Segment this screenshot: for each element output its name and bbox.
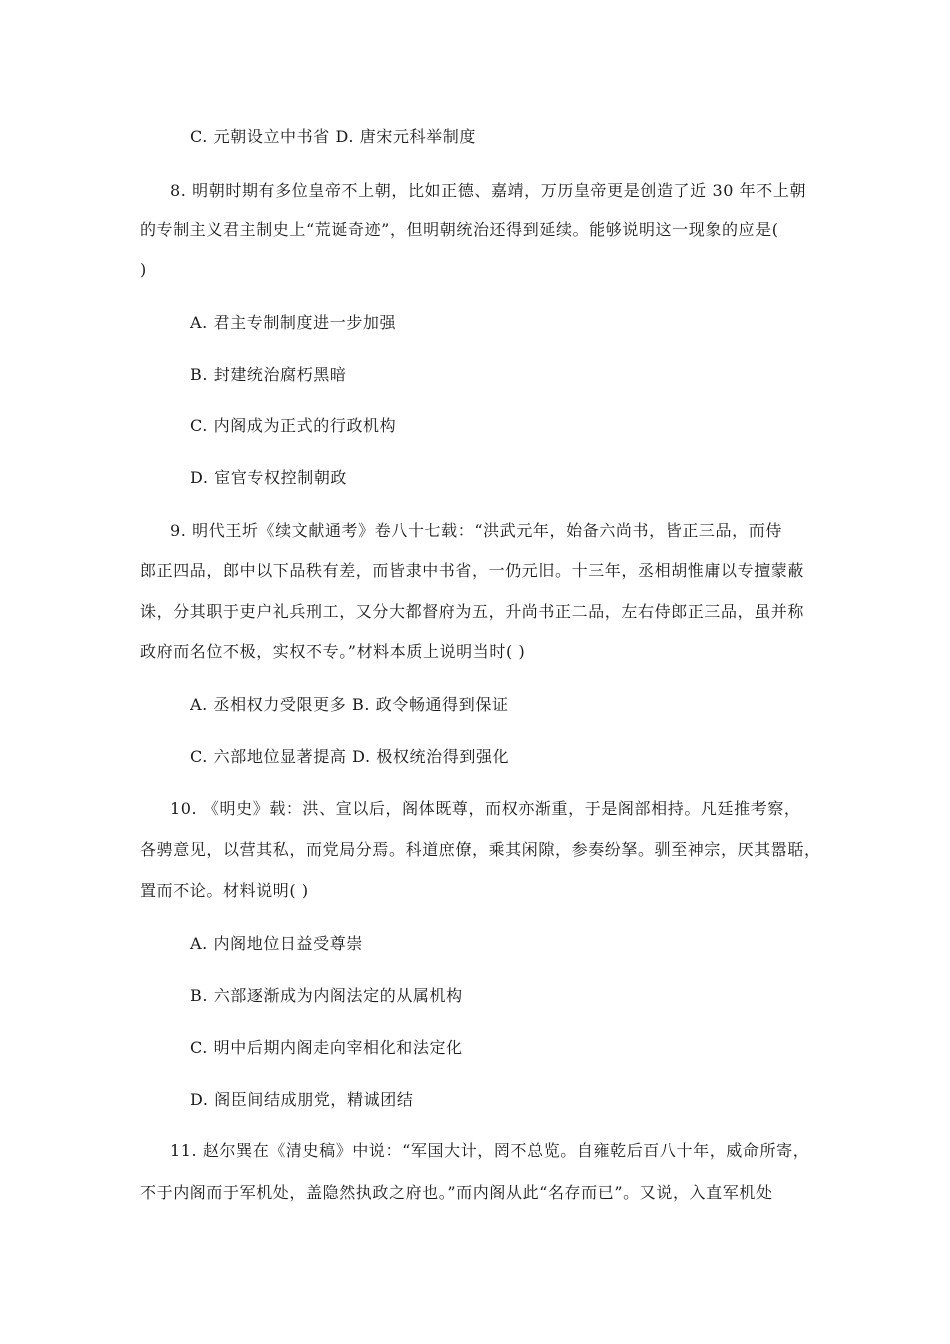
q8-option-a: A. 君主专制制度进一步加强 (190, 313, 397, 332)
q8-option-c: C. 内阁成为正式的行政机构 (190, 416, 397, 435)
q10-option-d: D. 阁臣间结成朋党，精诚团结 (190, 1090, 414, 1109)
q10-stem-line-1: 10. 《明史》载：洪、宣以后，阁体既尊，而权亦渐重，于是阁部相持。凡廷推考察， (170, 799, 801, 818)
q9-stem-line-4: 政府而名位不极，实权不专。”材料本质上说明当时( ) (140, 642, 526, 661)
q8-stem-line-2: 的专制主义君主制史上“荒诞奇迹”，但明朝统治还得到延续。能够说明这一现象的应是( (140, 220, 779, 239)
q8-option-d: D. 宦官专权控制朝政 (190, 468, 348, 487)
q8-option-b: B. 封建统治腐朽黑暗 (190, 365, 347, 384)
q10-option-a: A. 内阁地位日益受尊崇 (190, 934, 363, 953)
q9-stem-line-3: 诛，分其职于吏户礼兵刑工，又分大都督府为五，升尚书正二品，左右侍郎正三品，虽并称 (140, 602, 805, 621)
q10-option-b: B. 六部逐渐成为内阁法定的从属机构 (190, 986, 463, 1005)
q7-options-cd: C. 元朝设立中书省 D. 唐宋元科举制度 (190, 127, 476, 146)
q9-options-cd: C. 六部地位显著提高 D. 极权统治得到强化 (190, 747, 510, 766)
q9-options-ab: A. 丞相权力受限更多 B. 政令畅通得到保证 (190, 695, 509, 714)
q8-stem-line-1: 8. 明朝时期有多位皇帝不上朝，比如正德、嘉靖，万历皇帝更是创造了近 30 年不上朝 (170, 181, 807, 200)
q10-option-c: C. 明中后期内阁走向宰相化和法定化 (190, 1038, 463, 1057)
q10-stem-line-3: 置而不论。材料说明( ) (140, 881, 309, 900)
q9-stem-line-2: 郎正四品，郎中以下品秩有差，而皆隶中书省，一仍元旧。十三年，丞相胡惟庸以专擅蒙蔽 (140, 561, 805, 580)
q11-stem-line-2: 不于内阁而于军机处，盖隐然执政之府也。”而内阁从此“名存而已”。又说，入直军机处 (140, 1183, 773, 1202)
q11-stem-line-1: 11. 赵尔巽在《清史稿》中说：“军国大计，罔不总览。自雍乾后百八十年，威命所寄， (170, 1141, 810, 1160)
q8-stem-line-3: ) (140, 260, 147, 279)
q10-stem-line-2: 各骋意见，以营其私，而党局分焉。科道庶僚，乘其闲隙，参奏纷拏。驯至神宗，厌其嚣聒， (140, 840, 821, 859)
q9-stem-line-1: 9. 明代王圻《续文献通考》卷八十七载：“洪武元年，始备六尚书，皆正三品，而侍 (170, 521, 782, 540)
